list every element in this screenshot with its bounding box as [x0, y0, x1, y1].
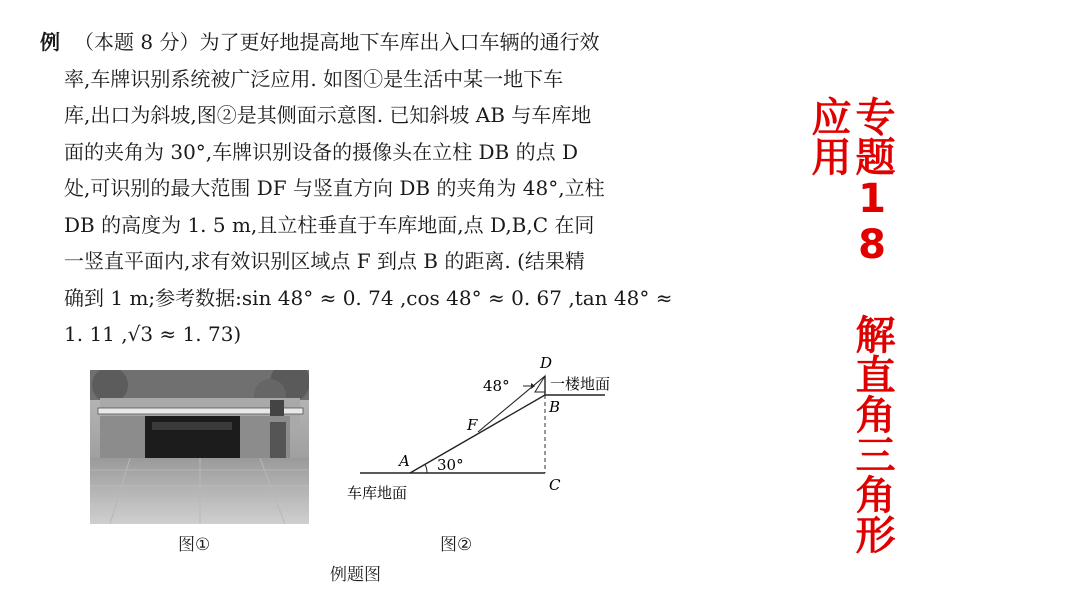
problem-line: 确到 1 m;参考数据:sin 48° ≈ 0. 74 ,cos 48° ≈ 0. 67 ,tan 48° ≈ — [64, 285, 673, 310]
point-label-f: F — [467, 416, 478, 434]
problem-line: 库,出口为斜坡,图②是其侧面示意图. 已知斜坡 AB 与车库地 — [64, 103, 592, 127]
problem-line — [40, 24, 665, 61]
slope-line — [410, 395, 545, 473]
problem-line: 率,车牌识别系统被广泛应用. 如图①是生活中某一地下车 — [64, 66, 564, 91]
angle-30-label: 30° — [437, 456, 464, 474]
point-label-a: A — [399, 452, 410, 470]
upper-floor-label: 一楼地面 — [550, 375, 611, 393]
point-label-b: B — [549, 398, 561, 416]
angle-30-arc — [425, 465, 427, 474]
problem-line: 处,可识别的最大范围 DF 与竖直方向 DB 的夹角为 48°,立柱 — [64, 176, 605, 200]
angle-48-arrow — [531, 383, 535, 389]
angle-48-label: 48° — [483, 377, 510, 395]
point-label-d: D — [540, 354, 553, 372]
garage-photo — [90, 370, 309, 524]
problem-line: 一竖直平面内,求有效识别区域点 F 到点 B 的距离. (结果精 — [64, 249, 585, 273]
topic-subtitle: 应用 — [805, 96, 851, 176]
problem-text — [40, 24, 673, 353]
problem-line-text: （本题 8 分）为了更好地提高地下车库出入口车辆的通行效 — [74, 30, 600, 54]
camera-marker — [535, 376, 545, 392]
problem-line: DB 的高度为 1. 5 m,且立柱垂直于车库地面,点 D,B,C 在同 — [64, 212, 595, 237]
point-label-c: C — [549, 476, 561, 494]
problem-line: 1. 11 ,√3 ≈ 1. 73) — [64, 322, 242, 346]
topic-title: 专题18 解直角三角形 — [849, 96, 895, 554]
figure-2-caption: 图② — [440, 535, 473, 555]
slope-diagram — [345, 340, 645, 520]
example-label: 例 — [40, 30, 60, 54]
figure-1-caption: 图① — [178, 535, 211, 555]
example-figure-caption: 例题图 — [330, 565, 381, 585]
problem-line: 面的夹角为 30°,车牌识别设备的摄像头在立柱 DB 的点 D — [64, 139, 579, 164]
garage-floor-label: 车库地面 — [347, 484, 408, 502]
